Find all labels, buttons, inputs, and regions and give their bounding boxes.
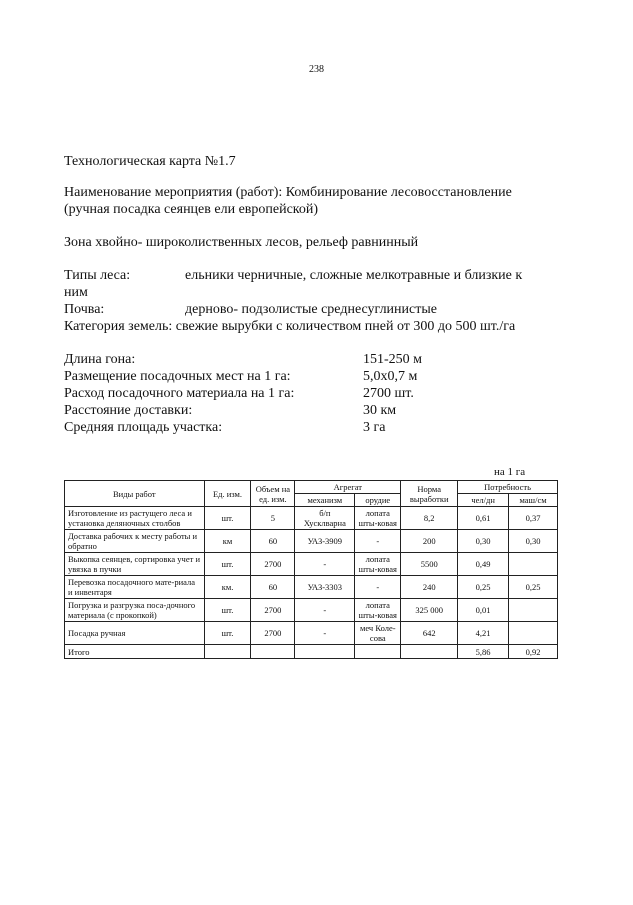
norm-cell: 8,2: [401, 507, 458, 530]
tool-cell: меч Коле-сова: [355, 622, 401, 645]
norm-header: Норма выработки: [401, 481, 458, 507]
table-row: [65, 599, 558, 622]
parameters-list: [64, 351, 484, 436]
unit-header: Ед. изм.: [204, 481, 251, 507]
work-cell: Изготовление из растущего леса и установка деляночных столбов: [65, 507, 205, 530]
work-table: [64, 480, 558, 659]
work-cell: Доставка рабочих к месту работы и обратно: [65, 530, 205, 553]
norm-cell: 642: [401, 622, 458, 645]
man-days-cell: 0,25: [458, 576, 509, 599]
unit-cell: шт.: [204, 507, 251, 530]
empty-cell: [401, 645, 458, 659]
parameter-value: 151-250 м: [363, 352, 423, 367]
soil-row: [64, 301, 564, 318]
zone-description: Зона хвойно- широколиственных лесов, рельеф равнинный: [64, 235, 419, 250]
mechanism-cell: -: [295, 599, 355, 622]
mechanism-cell: -: [295, 553, 355, 576]
man-days-cell: 4,21: [458, 622, 509, 645]
parameter-label: Размещение посадочных мест на 1 га:: [64, 369, 291, 384]
aggregate-header: Агрегат: [295, 481, 401, 494]
table-row: [65, 553, 558, 576]
measure-line-2: (ручная посадка сеянцев ели европейской): [64, 202, 319, 217]
unit-cell: шт.: [204, 599, 251, 622]
table-row: [65, 622, 558, 645]
mechanism-cell: -: [295, 622, 355, 645]
machine-shifts-cell: 0,30: [509, 530, 558, 553]
machine-shifts-cell: 0,25: [509, 576, 558, 599]
unit-cell: км.: [204, 576, 251, 599]
total-row: [65, 645, 558, 659]
forest-types-row: [64, 267, 564, 284]
forest-types-label: Типы леса:: [64, 268, 131, 283]
norm-cell: 200: [401, 530, 458, 553]
forest-info: [64, 267, 564, 335]
machine-shifts-cell: [509, 553, 558, 576]
norm-cell: 325 000: [401, 599, 458, 622]
table-header-row: [65, 481, 558, 494]
page-number: 238: [309, 64, 324, 75]
man-days-header: чел/дн: [458, 494, 509, 507]
table-row: [65, 507, 558, 530]
table-row: [65, 576, 558, 599]
empty-cell: [204, 645, 251, 659]
measure-name: [64, 184, 564, 218]
total-label: Итого: [65, 645, 205, 659]
volume-cell: 60: [251, 530, 295, 553]
volume-header: Объем на ед. изм.: [251, 481, 295, 507]
work-cell: Погрузка и разгрузка поса-дочного материала (с прокопкой): [65, 599, 205, 622]
document-title: Технологическая карта №1.7: [64, 154, 236, 169]
volume-cell: 60: [251, 576, 295, 599]
empty-cell: [355, 645, 401, 659]
work-cell: Выкопка сеянцев, сортировка учет и увязка в пучки: [65, 553, 205, 576]
machine-shifts-cell: 0,37: [509, 507, 558, 530]
need-header: Потребность: [458, 481, 558, 494]
mechanism-cell: УАЗ-3303: [295, 576, 355, 599]
work-header: Виды работ: [65, 481, 205, 507]
parameter-value: 30 км: [363, 403, 397, 418]
volume-cell: 2700: [251, 622, 295, 645]
norm-cell: 5500: [401, 553, 458, 576]
total-machine-shifts: 0,92: [509, 645, 558, 659]
soil-value: дерново- подзолистые среднесуглинистые: [185, 302, 437, 317]
tool-cell: -: [355, 530, 401, 553]
parameter-row: [64, 385, 484, 402]
mechanism-header: механизм: [295, 494, 355, 507]
mechanism-cell: б/п Хусклварна: [295, 507, 355, 530]
per-hectare-note: на 1 га: [494, 466, 526, 478]
volume-cell: 2700: [251, 553, 295, 576]
tool-cell: -: [355, 576, 401, 599]
unit-cell: шт.: [204, 553, 251, 576]
empty-cell: [295, 645, 355, 659]
parameter-row: [64, 368, 484, 385]
forest-types-continuation: ним: [64, 285, 88, 300]
parameter-row: [64, 419, 484, 436]
machine-shifts-cell: [509, 599, 558, 622]
parameter-label: Длина гона:: [64, 352, 136, 367]
forest-types-value: ельники черничные, сложные мелкотравные и близкие к: [185, 268, 523, 283]
total-man-days: 5,86: [458, 645, 509, 659]
parameter-label: Средняя площадь участка:: [64, 420, 223, 435]
tool-cell: лопата шты-ковая: [355, 599, 401, 622]
parameter-value: 5,0х0,7 м: [363, 369, 418, 384]
man-days-cell: 0,30: [458, 530, 509, 553]
tool-header: орудие: [355, 494, 401, 507]
man-days-cell: 0,61: [458, 507, 509, 530]
parameter-label: Расход посадочного материала на 1 га:: [64, 386, 295, 401]
parameter-row: [64, 402, 484, 419]
land-category: Категория земель: свежие вырубки с количеством пней от 300 до 500 шт./га: [64, 319, 516, 334]
parameter-label: Расстояние доставки:: [64, 403, 193, 418]
parameter-value: 2700 шт.: [363, 386, 414, 401]
tool-cell: лопата шты-ковая: [355, 507, 401, 530]
volume-cell: 5: [251, 507, 295, 530]
tool-cell: лопата шты-ковая: [355, 553, 401, 576]
machine-shifts-cell: [509, 622, 558, 645]
unit-cell: шт.: [204, 622, 251, 645]
unit-cell: км: [204, 530, 251, 553]
work-cell: Перевозка посадочного мате-риала и инвентаря: [65, 576, 205, 599]
volume-cell: 2700: [251, 599, 295, 622]
parameter-row: [64, 351, 484, 368]
measure-line-1: Наименование мероприятия (работ): Комбинирование лесовосстановление: [64, 185, 512, 200]
norm-cell: 240: [401, 576, 458, 599]
machine-shifts-header: маш/см: [509, 494, 558, 507]
table-row: [65, 530, 558, 553]
man-days-cell: 0,49: [458, 553, 509, 576]
work-cell: Посадка ручная: [65, 622, 205, 645]
empty-cell: [251, 645, 295, 659]
man-days-cell: 0,01: [458, 599, 509, 622]
soil-label: Почва:: [64, 302, 105, 317]
mechanism-cell: УАЗ-3909: [295, 530, 355, 553]
parameter-value: 3 га: [363, 420, 386, 435]
